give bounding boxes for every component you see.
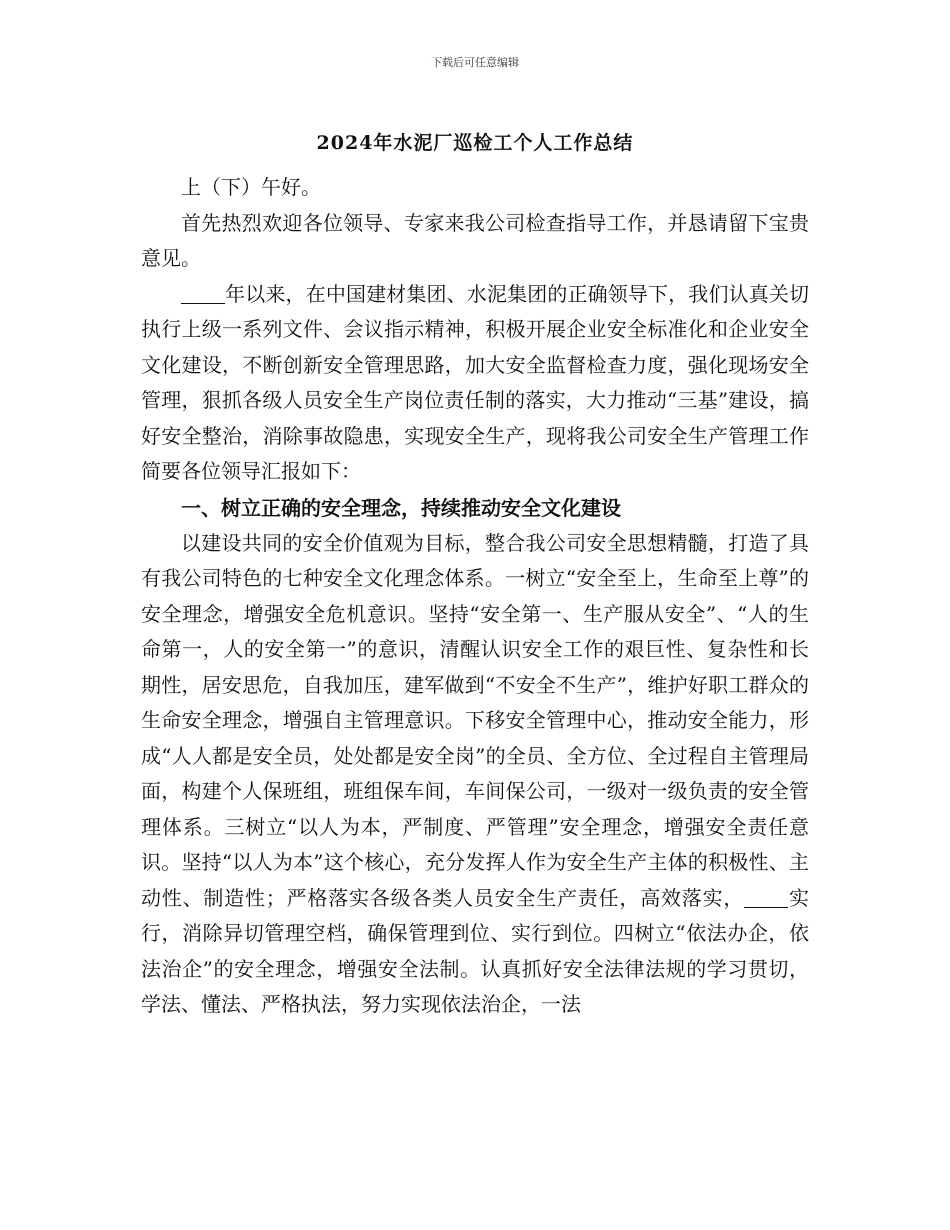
document-title: 2024年水泥厂巡检工个人工作总结 (316, 132, 634, 154)
header-note: 下载后可任意编辑 (431, 56, 519, 69)
section-1-blank (744, 887, 788, 908)
section-1-text-a: 以建设共同的安全价值观为目标，整合我公司安全思想精髓，打造了具有我公司特色的七种安全文化理念体系。一树立“安全至上，生命至上尊”的安全理念，增强安全危机意识。坚持“安全第一、生产服从安全”、“人的生命第一，人的安全第一”的意识，清醒认识安全工作的艰巨性、复杂性和长期性，居安思危，自我加压，建军做到“不安全不生产”，维护好职工群众的生命安全理念，增强自主管理意识。下移安全管理中心，推动安全能力，形成“人人都是安全员，处处都是安全岗”的全员、全方位、全过程自主管理局面，构建个人保班组，班组保车间，车间保公司，一级对一级负责的安全管理体系。三树立“以人为本，严制度、严管理”安全理念，增强安全责任意识。坚持“以人为本”这个核心，充分发挥人作为安全生产主体的积极性、主动性、制造性；严格落实各级各类人员安全生产责任，高效落实， (141, 530, 809, 910)
intro-text: 年以来，在中国建材集团、水泥集团的正确领导下，我们认真关切执行上级一系列文件、会议指示精神，积极开展企业安全标准化和企业安全文化建设，不断创新安全管理思路，加大安全监督检查力度，强化现场安全管理，狠抓各级人员安全生产岗位责任制的落实，大力推动“三基”建设，搞好安全整治，消除事故隐患，实现安全生产，现将我公司安全生产管理工作简要各位领导汇报如下： (141, 281, 809, 483)
greeting-paragraph: 上（下）午好。 (181, 175, 321, 199)
document-body (141, 170, 809, 1023)
section-1-paragraph (141, 526, 809, 1023)
intro-paragraph (141, 277, 809, 490)
section-1-text-b: 实行，消除异切管理空档，确保管理到位、实行到位。四树立“依法办企，依法治企”的安全理念，增强安全法制。认真抓好安全法律法规的学习贯切，学法、懂法、严格执法，努力实现依法治企，一法 (141, 885, 810, 1016)
section-1-heading: 一、树立正确的安全理念，持续推动安全文化建设 (181, 495, 621, 520)
year-blank (181, 283, 225, 304)
welcome-paragraph: 首先热烈欢迎各位领导、专家来我公司检查指导工作，并恳请留下宝贵意见。 (141, 210, 809, 270)
